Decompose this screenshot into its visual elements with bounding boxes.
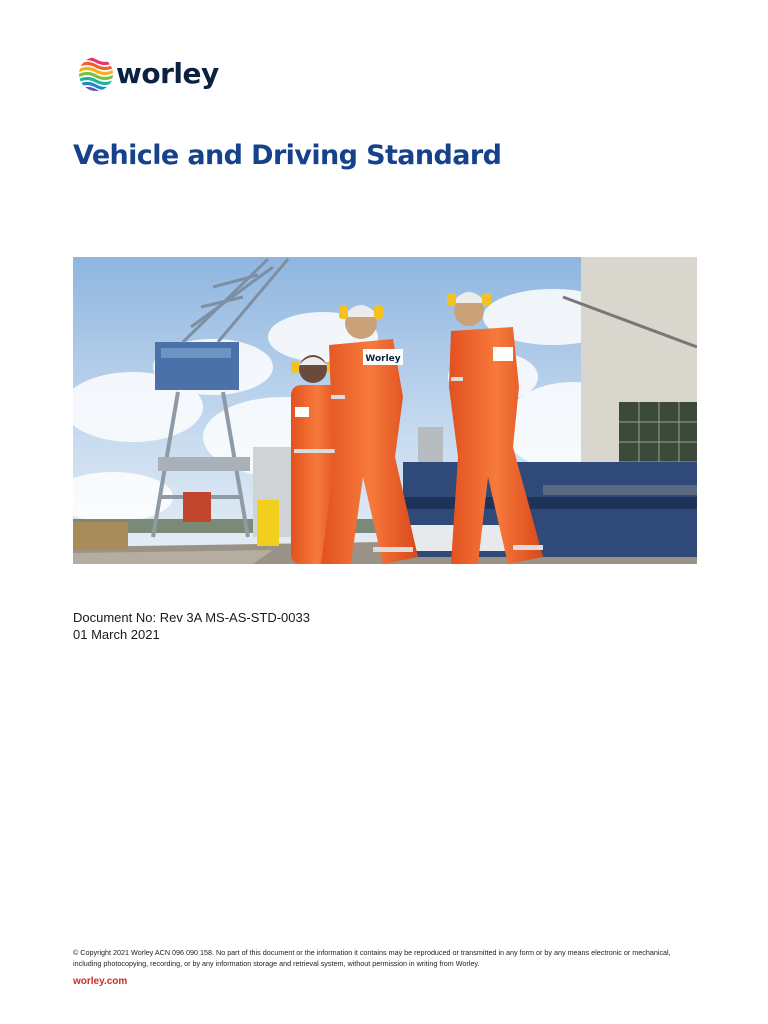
logo-wordmark: worley (116, 57, 219, 90)
document-date: 01 March 2021 (73, 627, 160, 642)
coverall-badge: Worley (365, 354, 401, 364)
document-number: Document No: Rev 3A MS-AS-STD-0033 (73, 610, 310, 625)
copyright-notice: © Copyright 2021 Worley ACN 096 090 158. No part of this document or the information it contains may be reproduced or transmitted in any form or by any means electronic or mechanical, including photocopying, recording, or by any information storage and retrieval system, without permission in writing from Worley. (73, 948, 671, 968)
company-logo (78, 56, 219, 92)
worley-globe-icon (78, 56, 114, 92)
document-info (73, 609, 310, 643)
cover-photo (73, 257, 697, 564)
website-link[interactable]: worley.com (73, 976, 128, 987)
document-title: Vehicle and Driving Standard (73, 140, 502, 171)
